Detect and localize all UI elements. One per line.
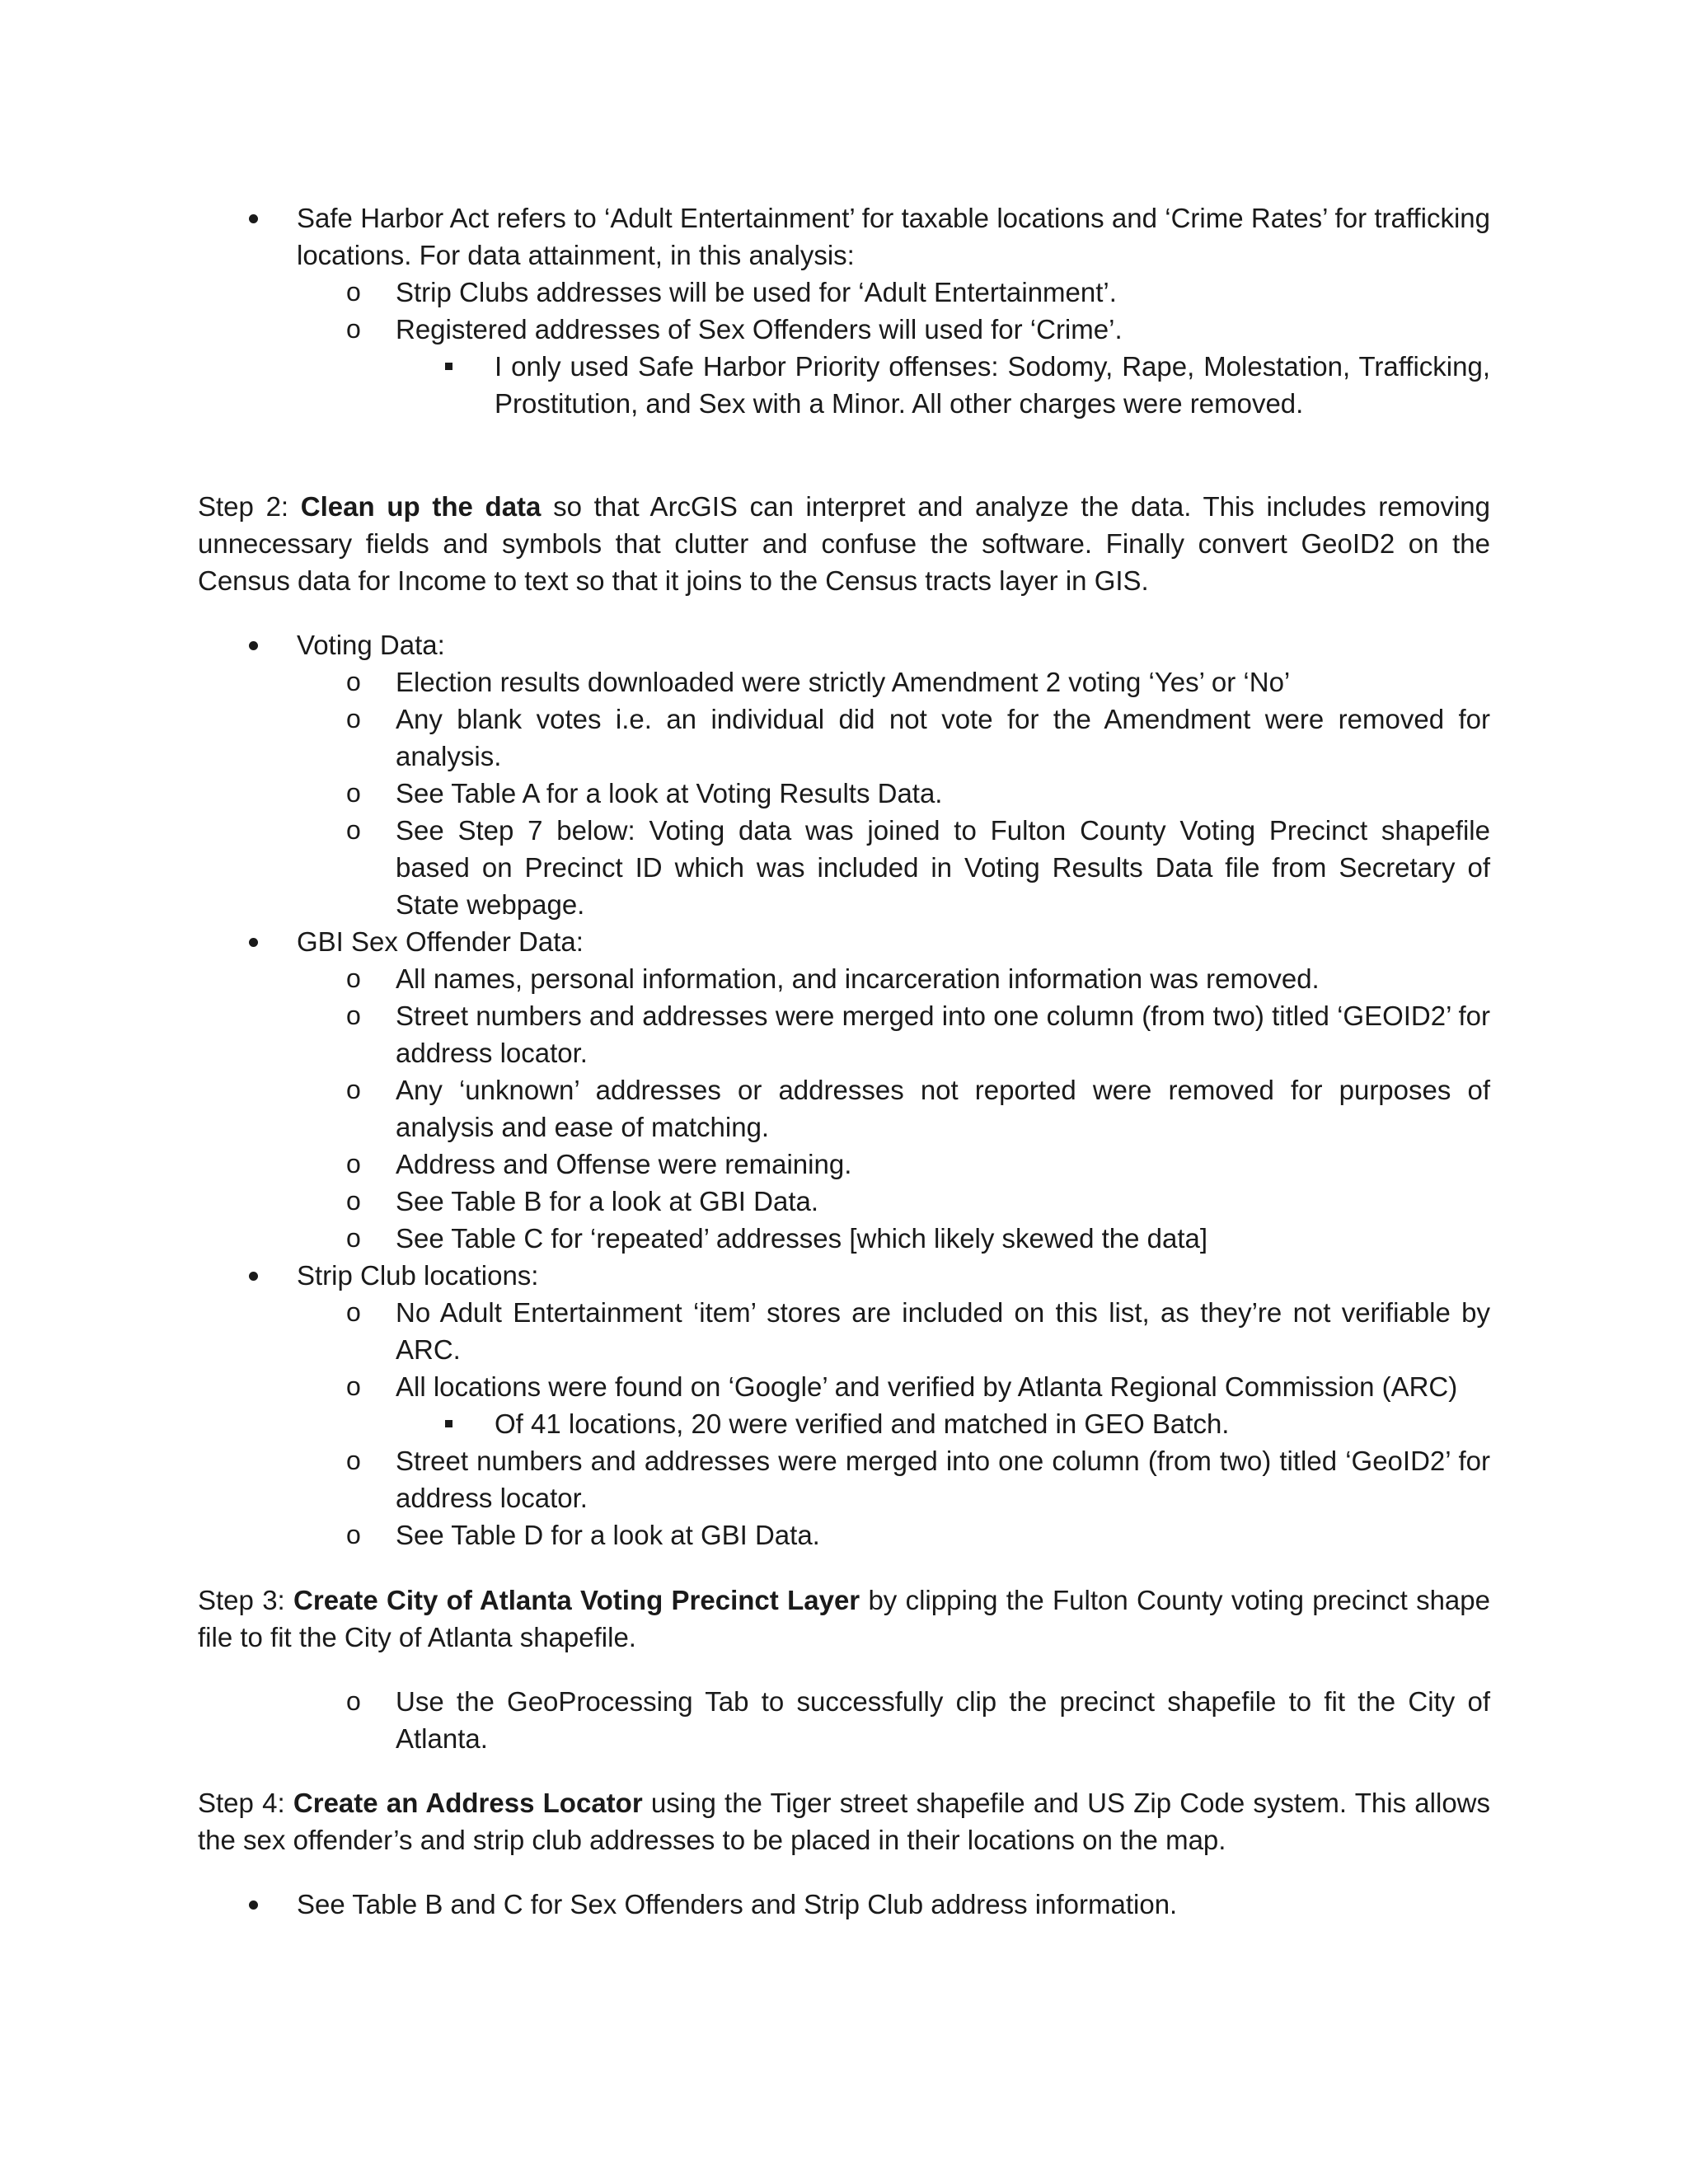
sub-item-text: Use the GeoProcessing Tab to successfully clip the precinct shapefile to fit the City of Atlanta. — [396, 1686, 1490, 1754]
step-3-label: Step 3: — [198, 1585, 294, 1615]
square-bullet-icon — [445, 348, 452, 385]
sub-item-text: Election results downloaded were strictly Amendment 2 voting ‘Yes’ or ‘No’ — [396, 667, 1291, 697]
sub-item-text: See Table A for a look at Voting Results Data. — [396, 778, 943, 808]
subsub-item — [198, 1405, 1490, 1442]
bullet-dot-icon — [249, 923, 258, 960]
step-4-heading: Create an Address Locator — [293, 1788, 643, 1818]
sub-item — [198, 812, 1490, 923]
bullet-item-safe-harbor — [198, 199, 1490, 274]
circle-bullet-icon: o — [346, 1223, 361, 1253]
circle-bullet-icon: o — [346, 1075, 361, 1104]
sub-item-text: All names, personal information, and incarceration information was removed. — [396, 963, 1320, 994]
bullet-item-voting-data — [198, 626, 1490, 663]
bullet-dot-icon — [249, 626, 258, 663]
step-4-label: Step 4: — [198, 1788, 293, 1818]
sub-item — [198, 997, 1490, 1071]
circle-bullet-icon: o — [346, 1297, 361, 1327]
circle-bullet-icon: o — [346, 667, 361, 696]
step-2-heading: Clean up the data — [300, 491, 542, 522]
step-4-paragraph — [198, 1784, 1490, 1858]
circle-bullet-icon: o — [346, 1186, 361, 1216]
sub-item-text: Street numbers and addresses were merged into one column (from two) titled ‘GeoID2’ for address locator. — [396, 1446, 1490, 1513]
circle-bullet-icon: o — [346, 1446, 361, 1475]
step-3-heading: Create City of Atlanta Voting Precinct Layer — [293, 1585, 860, 1615]
document-page — [198, 199, 1490, 1923]
step-3-paragraph — [198, 1582, 1490, 1656]
bullet-dot-icon — [249, 199, 258, 237]
sub-item — [198, 1294, 1490, 1368]
sub-item — [198, 274, 1490, 311]
sub-item-text: Any ‘unknown’ addresses or addresses not reported were removed for purposes of analysis and ease of matching. — [396, 1075, 1490, 1142]
circle-bullet-icon: o — [346, 778, 361, 808]
circle-bullet-icon: o — [346, 1149, 361, 1179]
sub-item — [198, 663, 1490, 701]
sub-item — [198, 775, 1490, 812]
circle-bullet-icon: o — [346, 1686, 361, 1716]
step-4-text: using the Tiger street shapefile and US Zip Code system. This allows the sex offender’s and strip club addresses to be placed in their locations on the map. — [198, 1788, 1491, 1855]
sub-item — [198, 701, 1490, 775]
sub-item-text: Any blank votes i.e. an individual did not vote for the Amendment were removed for analysis. — [396, 704, 1490, 771]
sub-item — [198, 1220, 1490, 1257]
sub-item — [198, 1368, 1490, 1405]
bullet-text: Voting Data: — [297, 630, 445, 660]
sub-item-text: Street numbers and addresses were merged into one column (from two) titled ‘GEOID2’ for address locator. — [396, 1001, 1490, 1068]
sub-item-text: See Step 7 below: Voting data was joined to Fulton County Voting Precinct shapefile based on Precinct ID which was included in Voting Results Data file from Secretary of State webpage. — [396, 815, 1490, 920]
step-2-text: so that ArcGIS can interpret and analyze the data. This includes removing unnecessary fields and symbols that clutter and confuse the software. Finally convert GeoID2 on the Census data for Income to text so that it joins to the Census tracts layer in GIS. — [198, 491, 1490, 596]
bullet-dot-icon — [249, 1257, 258, 1294]
bullet-item-gbi-data — [198, 923, 1490, 960]
bullet-text: See Table B and C for Sex Offenders and Strip Club address information. — [297, 1889, 1178, 1919]
bullet-text: GBI Sex Offender Data: — [297, 926, 584, 957]
sub-item-text: See Table D for a look at GBI Data. — [396, 1520, 820, 1550]
sub-item-text: No Adult Entertainment ‘item’ stores are included on this list, as they’re not verifiable by ARC. — [396, 1297, 1490, 1365]
bullet-item-address-info — [198, 1886, 1490, 1923]
sub-item — [198, 1442, 1490, 1516]
step-3-text: by clipping the Fulton County voting precinct shape file to fit the City of Atlanta shapefile. — [198, 1585, 1490, 1652]
sub-item-text: See Table C for ‘repeated’ addresses [which likely skewed the data] — [396, 1223, 1208, 1254]
sub-item — [198, 1683, 1490, 1757]
sub-item-text: Address and Offense were remaining. — [396, 1149, 852, 1179]
bullet-text: Strip Club locations: — [297, 1260, 539, 1291]
sub-item — [198, 1071, 1490, 1146]
square-bullet-icon — [445, 1405, 452, 1442]
sub-item — [198, 311, 1490, 348]
sub-item-text: All locations were found on ‘Google’ and verified by Atlanta Regional Commission (ARC) — [396, 1371, 1458, 1402]
sub-item — [198, 1516, 1490, 1554]
subsub-item-text: Of 41 locations, 20 were verified and matched in GEO Batch. — [495, 1408, 1230, 1439]
bullet-dot-icon — [249, 1886, 258, 1923]
circle-bullet-icon: o — [346, 1371, 361, 1401]
step-2-paragraph — [198, 488, 1490, 599]
sub-item — [198, 960, 1490, 997]
sub-item-text: Registered addresses of Sex Offenders will used for ‘Crime’. — [396, 314, 1123, 344]
circle-bullet-icon: o — [346, 1520, 361, 1549]
sub-item-text: See Table B for a look at GBI Data. — [396, 1186, 819, 1216]
circle-bullet-icon: o — [346, 1001, 361, 1030]
sub-item — [198, 1183, 1490, 1220]
bullet-item-strip-club — [198, 1257, 1490, 1294]
subsub-item — [198, 348, 1490, 422]
circle-bullet-icon: o — [346, 314, 361, 344]
sub-item — [198, 1146, 1490, 1183]
circle-bullet-icon: o — [346, 815, 361, 845]
subsub-item-text: I only used Safe Harbor Priority offenses: Sodomy, Rape, Molestation, Trafficking, Prostitution, and Sex with a Minor. All other charges were removed. — [495, 351, 1490, 419]
circle-bullet-icon: o — [346, 704, 361, 733]
step-2-label: Step 2: — [198, 491, 301, 522]
circle-bullet-icon: o — [346, 963, 361, 993]
bullet-text: Safe Harbor Act refers to ‘Adult Entertainment’ for taxable locations and ‘Crime Rates’ for trafficking locations. For data attainment, in this analysis: — [297, 203, 1490, 270]
circle-bullet-icon: o — [346, 277, 361, 307]
sub-item-text: Strip Clubs addresses will be used for ‘Adult Entertainment’. — [396, 277, 1117, 307]
